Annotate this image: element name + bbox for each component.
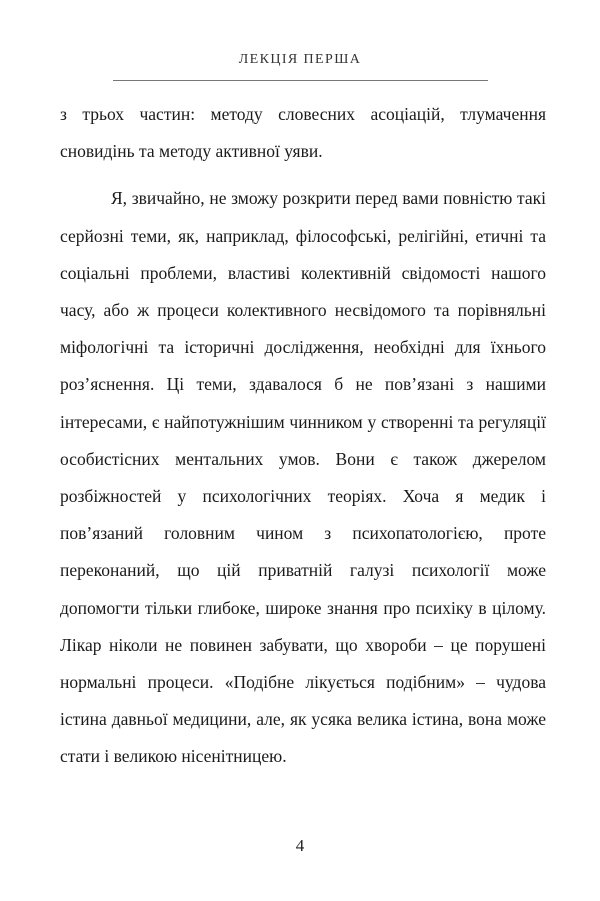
running-header: ЛЕКЦІЯ ПЕРША	[238, 52, 362, 67]
header-rule	[113, 80, 488, 81]
body-text	[60, 96, 546, 776]
paragraph-continuation: з трьох частин: методу словесних асоціацій, тлумачення сновидінь та методу активної уяви.	[60, 104, 546, 162]
page-number: 4	[295, 836, 305, 855]
paragraph-main: Я, звичайно, не зможу розкрити перед вами повністю такі серйозні теми, як, наприклад, філософські, релігійні, етичні та соціальні проблеми, властиві колективній свідомості нашого часу, або ж процеси колективного несвідомого та порівняльні міфологічні та історичні дослідження, необхідні для їхнього роз’яснення. Ці теми, здавалося б не пов’язані з нашими інтересами, є найпотужнішим чинником у створенні та регуляції особистісних ментальних умов. Вони є також джерелом розбіжностей у психологічних теоріях. Хоча я медик і пов’язаний головним чином з психопатологією, проте переконаний, що цій приватній галузі психології може допомогти тільки глибоке, широке знання про психіку в цілому. Лікар ніколи не повинен забувати, що хвороби – це порушені нормальні процеси. «Подібне лікується подібним» – чудова істина давньої медицини, але, як усяка велика істина, вона може стати і великою нісенітницею.	[60, 188, 546, 767]
